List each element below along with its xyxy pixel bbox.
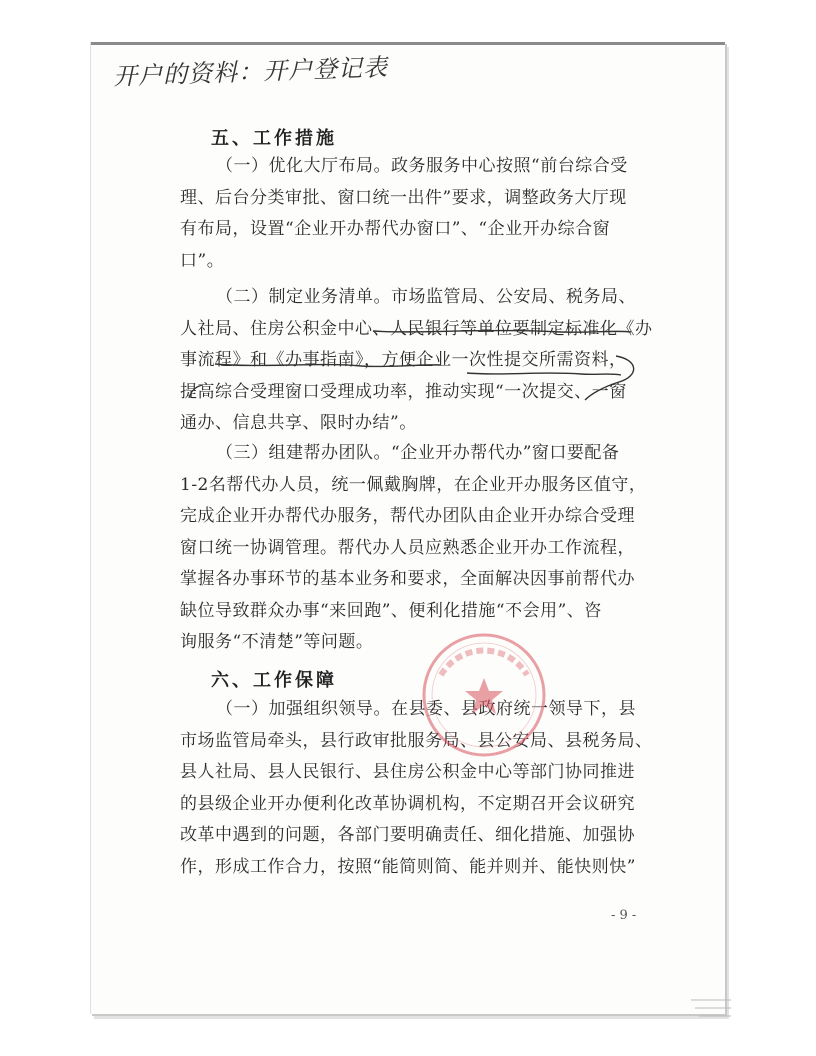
paragraph-2 <box>180 282 653 440</box>
paper-edge-shadow <box>691 990 731 1020</box>
paragraph-line: 口”。 <box>180 250 225 271</box>
paragraph-line: 的县级企业开办便利化改革协调机构，不定期召开会议研究 <box>180 793 635 814</box>
paragraph-line: 提高综合受理窗口受理成功率，推动实现“一次提交、一窗 <box>180 381 627 402</box>
paragraph-line: 掌握各办事环节的基本业务和要求，全面解决因事前帮代办 <box>180 569 635 589</box>
paragraph-4 <box>180 694 653 883</box>
section-heading-5: 五、工作措施 <box>211 128 337 149</box>
paragraph-line: 改革中遇到的问题，各部门要明确责任、细化措施、加强协 <box>180 825 635 845</box>
paragraph-line: 询服务“不清楚”等问题。 <box>180 632 374 652</box>
page-number: - 9 - <box>611 908 637 923</box>
paragraph-line: （一）优化大厅布局。政务服务中心按照“前台综合受 <box>216 156 628 176</box>
paragraph-line: 作，形成工作合力，按照“能简则简、能并则并、能快则快” <box>180 856 636 877</box>
paragraph-line: 完成企业开办帮代办服务，帮代办团队由企业开办综合受理 <box>180 506 635 526</box>
scan-edge <box>91 42 725 45</box>
paragraph-line: 1-2名帮代办人员，统一佩戴胸牌，在企业开办服务区值守， <box>180 474 647 495</box>
official-seal-stamp <box>419 630 549 760</box>
paragraph-line: 事流程》和《办事指南》，方便企业一次性提交所需资料， <box>180 350 627 370</box>
paragraph-line: （三）组建帮办团队。“企业开办帮代办”窗口要配备 <box>216 443 620 463</box>
section-heading-6: 六、工作保障 <box>211 670 337 691</box>
paragraph-3 <box>180 438 650 659</box>
paragraph-line: 县人社局、县人民银行、县住房公积金中心等部门协同推进 <box>180 762 635 782</box>
paragraph-line: 市场监管局牵头，县行政审批服务局、县公安局、县税务局、 <box>180 730 653 751</box>
paragraph-line: 人社局、住房公积金中心、人民银行等单位要制定标准化《办 <box>180 318 653 339</box>
paragraph-line: （二）制定业务清单。市场监管局、公安局、税务局、 <box>216 287 636 307</box>
handwritten-note: 开户的资料：开户登记表 <box>112 53 389 91</box>
paragraph-line: 理、后台分类审批、窗口统一出件”要求，调整政务大厅现 <box>180 187 627 208</box>
paragraph-line: 通办、信息共享、限时办结”。 <box>180 413 417 433</box>
paragraph-line: 缺位导致群众办事“来回跑”、便利化措施“不会用”、咨 <box>180 600 602 621</box>
paragraph-line: 窗口统一协调管理。帮代办人员应熟悉企业开办工作流程， <box>180 537 635 558</box>
paragraph-line: 有布局，设置“企业开办帮代办窗口”、“企业开办综合窗 <box>180 219 611 239</box>
paragraph-line: （一）加强组织领导。在县委、县政府统一领导下，县 <box>216 699 636 719</box>
document-page <box>90 42 725 1014</box>
paragraph-1 <box>180 151 650 277</box>
